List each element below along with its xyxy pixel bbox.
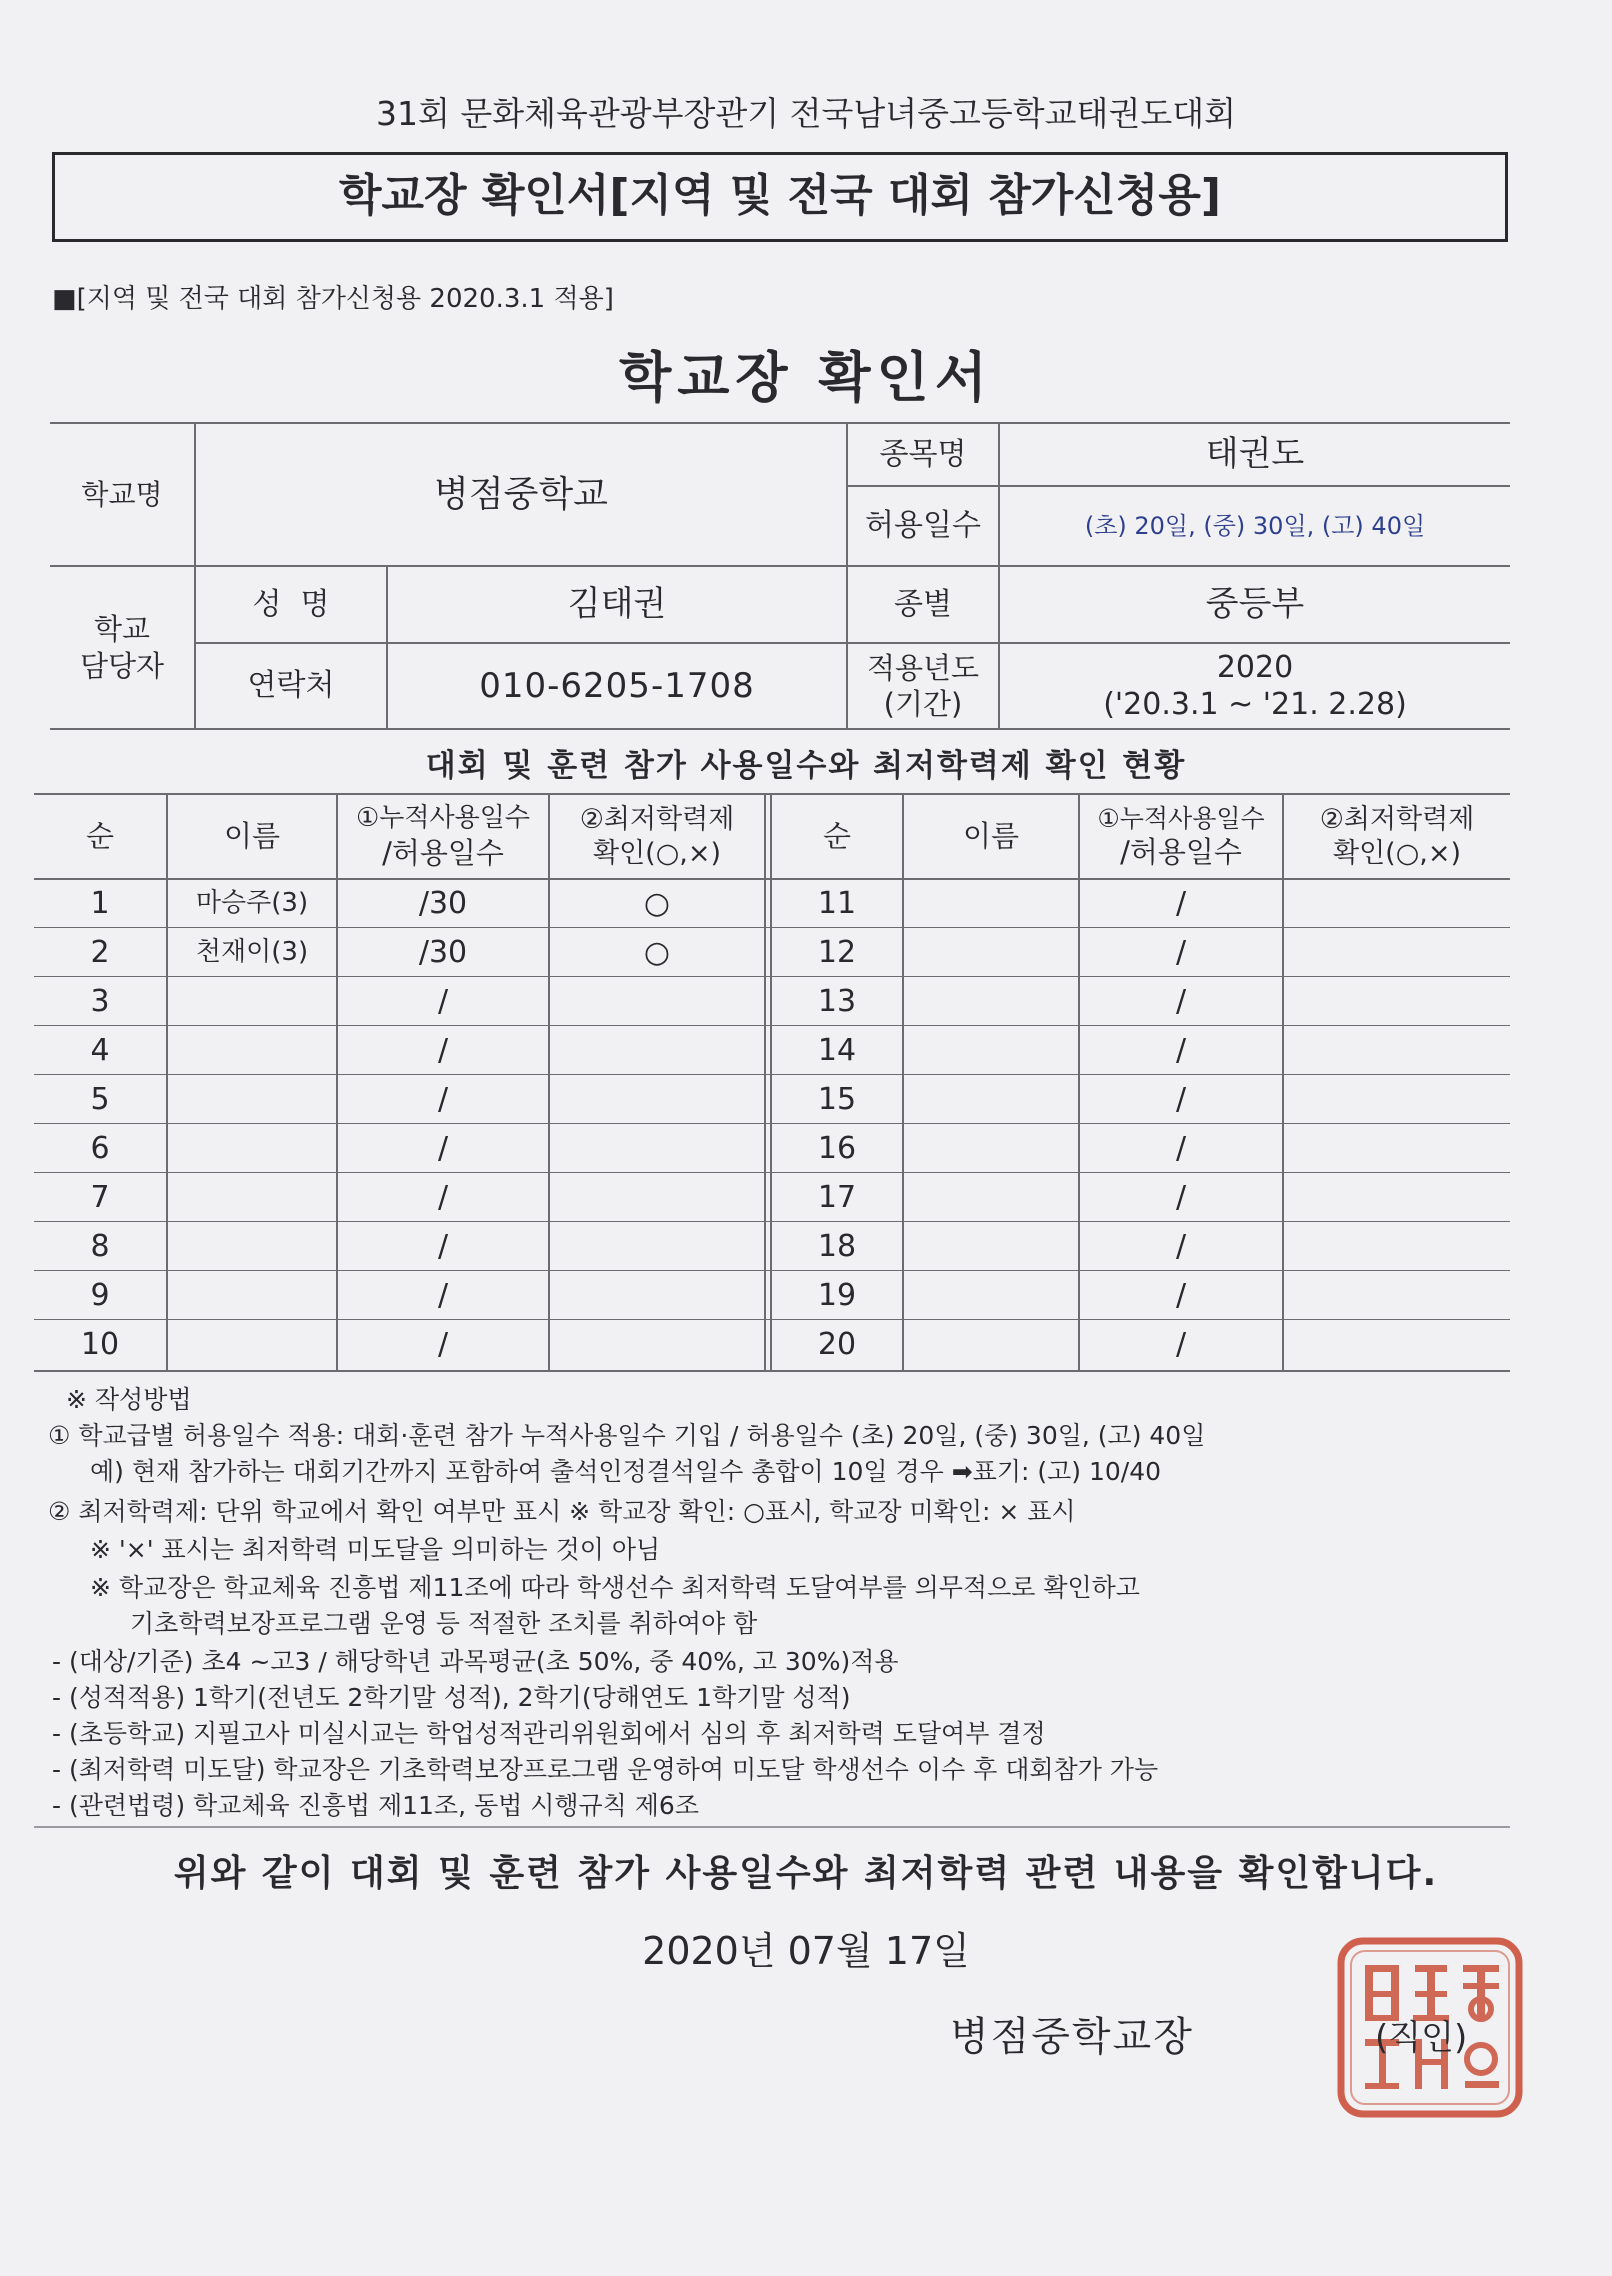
header-check-line2: 확인(○,×) bbox=[593, 837, 721, 869]
contact-value: 010-6205-1708 bbox=[479, 665, 755, 706]
row-name-right bbox=[904, 1174, 1078, 1221]
header-name-left: 이름 bbox=[223, 819, 281, 854]
row-number-right: 16 bbox=[817, 1130, 857, 1166]
row-name-right bbox=[904, 929, 1078, 976]
row-number-left: 2 bbox=[90, 934, 110, 970]
section-heading: 대회 및 훈련 참가 사용일수와 최저학력제 확인 현황 bbox=[425, 748, 1187, 784]
seal-label: (직인) bbox=[1375, 2018, 1468, 2058]
row-name-right bbox=[904, 1027, 1078, 1074]
row-check-right bbox=[1284, 1272, 1510, 1319]
row-name-left: 마승주(3) bbox=[195, 888, 309, 919]
row-check-left bbox=[550, 1321, 764, 1368]
row-name-right bbox=[904, 1321, 1078, 1368]
name-label: 성 명 bbox=[252, 586, 330, 622]
row-check-left bbox=[550, 1125, 764, 1172]
detail-3: - (초등학교) 지필고사 미실시교는 학업성적관리위원회에서 심의 후 최저학력 도달여부 결정 bbox=[52, 1719, 1046, 1748]
row-name-left: 천재이(3) bbox=[195, 937, 309, 968]
header-check-right bbox=[1284, 795, 1510, 878]
confirm-statement: 위와 같이 대회 및 훈련 참가 사용일수와 최저학력 관련 내용을 확인합니다. bbox=[173, 1853, 1439, 1894]
row-number-left: 9 bbox=[90, 1277, 110, 1313]
row-name-left bbox=[168, 978, 336, 1025]
note-1b: 예) 현재 참가하는 대회기간까지 포함하여 출석인정결석일수 총합이 10일 경우 ➡표기: (고) 10/40 bbox=[90, 1457, 1162, 1486]
row-check-right bbox=[1284, 1027, 1510, 1074]
detail-1: - (대상/기준) 초4 ~고3 / 해당학년 과목평균(초 50%, 중 40%, 고 30%)적용 bbox=[52, 1647, 899, 1676]
row-days-right: / bbox=[1175, 1179, 1187, 1215]
year-label-line1: 적용년도 bbox=[866, 650, 980, 685]
year-value-year: 2020 bbox=[1216, 649, 1294, 685]
doc-title: 학교장 확인서[지역 및 전국 대회 참가신청용] bbox=[52, 152, 1508, 242]
year-label bbox=[848, 644, 998, 728]
row-name-left bbox=[168, 1223, 336, 1270]
row-check-right bbox=[1284, 929, 1510, 976]
row-name-left bbox=[168, 1125, 336, 1172]
row-number-right: 18 bbox=[817, 1228, 857, 1264]
row-name-left bbox=[168, 1174, 336, 1221]
allowed-days-value: (초) 20일, (중) 30일, (고) 40일 bbox=[1084, 512, 1426, 540]
row-days-left: / bbox=[437, 1277, 449, 1313]
row-days-left: / bbox=[437, 1032, 449, 1068]
category-label: 종별 bbox=[894, 586, 952, 622]
row-number-left: 3 bbox=[90, 983, 110, 1019]
header-days-line1: ①누적사용일수 bbox=[355, 803, 530, 834]
row-days-left: / bbox=[437, 1081, 449, 1117]
row-name-right bbox=[904, 1223, 1078, 1270]
row-days-left: / bbox=[437, 1228, 449, 1264]
header-check-left bbox=[550, 795, 764, 878]
header-name-right: 이름 bbox=[962, 819, 1020, 854]
note-3: ※ '×' 표시는 최저학력 미도달을 의미하는 것이 아님 bbox=[90, 1535, 661, 1564]
row-name-right bbox=[904, 880, 1078, 927]
row-check-left: ○ bbox=[643, 885, 671, 921]
row-days-left: /30 bbox=[418, 934, 468, 970]
row-days-right: / bbox=[1175, 934, 1187, 970]
row-check-right bbox=[1284, 880, 1510, 927]
year-value bbox=[1000, 644, 1510, 728]
detail-2: - (성적적용) 1학기(전년도 2학기말 성적), 2학기(당해연도 1학기말 성적) bbox=[52, 1683, 851, 1712]
row-number-left: 6 bbox=[90, 1130, 110, 1166]
header-check-line1: ②최저학력제 bbox=[1319, 803, 1475, 835]
row-days-left: / bbox=[437, 983, 449, 1019]
manager-label-line1: 학교 bbox=[93, 612, 151, 647]
manager-name-value: 김태권 bbox=[567, 584, 667, 625]
manager-label bbox=[50, 567, 194, 728]
main-title: 학교장 확인서 bbox=[619, 346, 993, 409]
row-name-right bbox=[904, 1076, 1078, 1123]
row-check-right bbox=[1284, 1174, 1510, 1221]
row-check-left bbox=[550, 1223, 764, 1270]
row-check-right bbox=[1284, 1125, 1510, 1172]
row-days-right: / bbox=[1175, 1228, 1187, 1264]
notes-heading: ※ 작성방법 bbox=[66, 1385, 192, 1414]
row-days-right: / bbox=[1175, 1081, 1187, 1117]
row-days-right: / bbox=[1175, 1277, 1187, 1313]
row-days-right: / bbox=[1175, 1130, 1187, 1166]
row-days-left: /30 bbox=[418, 885, 468, 921]
note-4b: 기초학력보장프로그램 운영 등 적절한 조치를 취하여야 함 bbox=[130, 1609, 758, 1638]
row-number-right: 19 bbox=[817, 1277, 857, 1313]
row-name-left bbox=[168, 1321, 336, 1368]
manager-label-line2: 담당자 bbox=[79, 648, 165, 683]
row-check-left bbox=[550, 1174, 764, 1221]
note-4a: ※ 학교장은 학교체육 진흥법 제11조에 따라 학생선수 최저학력 도달여부를 의무적으로 확인하고 bbox=[90, 1573, 1140, 1602]
principal-name: 병점중학교장 bbox=[950, 2014, 1194, 2060]
note-1a: ① 학교급별 허용일수 적용: 대회·훈련 참가 누적사용일수 기입 / 허용일수 (초) 20일, (중) 30일, (고) 40일 bbox=[48, 1421, 1206, 1450]
row-check-right bbox=[1284, 1076, 1510, 1123]
header-days-line1: ①누적사용일수 bbox=[1097, 803, 1265, 833]
row-check-left bbox=[550, 1272, 764, 1319]
header-no-right: 순 bbox=[822, 819, 851, 854]
row-number-left: 10 bbox=[80, 1326, 120, 1362]
header-days-right bbox=[1080, 795, 1282, 878]
form-note: ■[지역 및 전국 대회 참가신청용 2020.3.1 적용] bbox=[52, 284, 614, 314]
row-name-left bbox=[168, 1272, 336, 1319]
row-number-right: 11 bbox=[817, 885, 857, 921]
row-number-left: 8 bbox=[90, 1228, 110, 1264]
row-check-right bbox=[1284, 1223, 1510, 1270]
row-check-right bbox=[1284, 1321, 1510, 1368]
row-number-left: 4 bbox=[90, 1032, 110, 1068]
row-check-left: ○ bbox=[643, 934, 671, 970]
detail-5: - (관련법령) 학교체육 진흥법 제11조, 동법 시행규칙 제6조 bbox=[52, 1791, 699, 1820]
row-number-right: 20 bbox=[817, 1326, 857, 1362]
header-check-line1: ②최저학력제 bbox=[579, 803, 735, 835]
row-number-right: 13 bbox=[817, 983, 857, 1019]
row-check-left bbox=[550, 978, 764, 1025]
sport-label: 종목명 bbox=[879, 436, 967, 472]
note-2: ② 최저학력제: 단위 학교에서 확인 여부만 표시 ※ 학교장 확인: ○표시, 학교장 미확인: × 표시 bbox=[48, 1497, 1076, 1526]
row-days-left: / bbox=[437, 1130, 449, 1166]
row-number-left: 7 bbox=[90, 1179, 110, 1215]
row-name-right bbox=[904, 1272, 1078, 1319]
row-days-right: / bbox=[1175, 1326, 1187, 1362]
row-number-left: 1 bbox=[90, 885, 110, 921]
header-days-line2: /허용일수 bbox=[382, 835, 504, 870]
sport-value: 태권도 bbox=[1205, 434, 1305, 475]
header-no-left: 순 bbox=[85, 819, 114, 854]
row-number-left: 5 bbox=[90, 1081, 110, 1117]
row-name-right bbox=[904, 1125, 1078, 1172]
row-number-right: 12 bbox=[817, 934, 857, 970]
school-name-label: 학교명 bbox=[81, 478, 163, 511]
row-name-left bbox=[168, 1027, 336, 1074]
row-name-right bbox=[904, 978, 1078, 1025]
header-days-line2: /허용일수 bbox=[1120, 835, 1242, 869]
year-value-period: ('20.3.1 ~ '21. 2.28) bbox=[1103, 687, 1407, 722]
signature-date: 2020년 07월 17일 bbox=[642, 1929, 970, 1973]
row-number-right: 15 bbox=[817, 1081, 857, 1117]
row-check-right bbox=[1284, 978, 1510, 1025]
row-check-left bbox=[550, 1076, 764, 1123]
header-check-line2: 확인(○,×) bbox=[1333, 837, 1461, 869]
row-name-left bbox=[168, 1076, 336, 1123]
year-label-line2: (기간) bbox=[883, 687, 963, 721]
row-days-right: / bbox=[1175, 1032, 1187, 1068]
row-days-left: / bbox=[437, 1326, 449, 1362]
row-check-left bbox=[550, 1027, 764, 1074]
row-number-right: 14 bbox=[817, 1032, 857, 1068]
row-number-right: 17 bbox=[817, 1179, 857, 1215]
event-title: 31회 문화체육관광부장관기 전국남녀중고등학교태권도대회 bbox=[376, 94, 1236, 133]
allowed-days-label: 허용일수 bbox=[865, 508, 981, 544]
detail-4: - (최저학력 미도달) 학교장은 기초학력보장프로그램 운영하여 미도달 학생선수 이수 후 대회참가 가능 bbox=[52, 1755, 1159, 1784]
header-days-left bbox=[338, 795, 548, 878]
category-value: 중등부 bbox=[1205, 584, 1305, 625]
contact-label: 연락처 bbox=[247, 668, 335, 704]
row-days-left: / bbox=[437, 1179, 449, 1215]
row-days-right: / bbox=[1175, 885, 1187, 921]
row-days-right: / bbox=[1175, 983, 1187, 1019]
school-name-value: 병점중학교 bbox=[434, 474, 608, 515]
